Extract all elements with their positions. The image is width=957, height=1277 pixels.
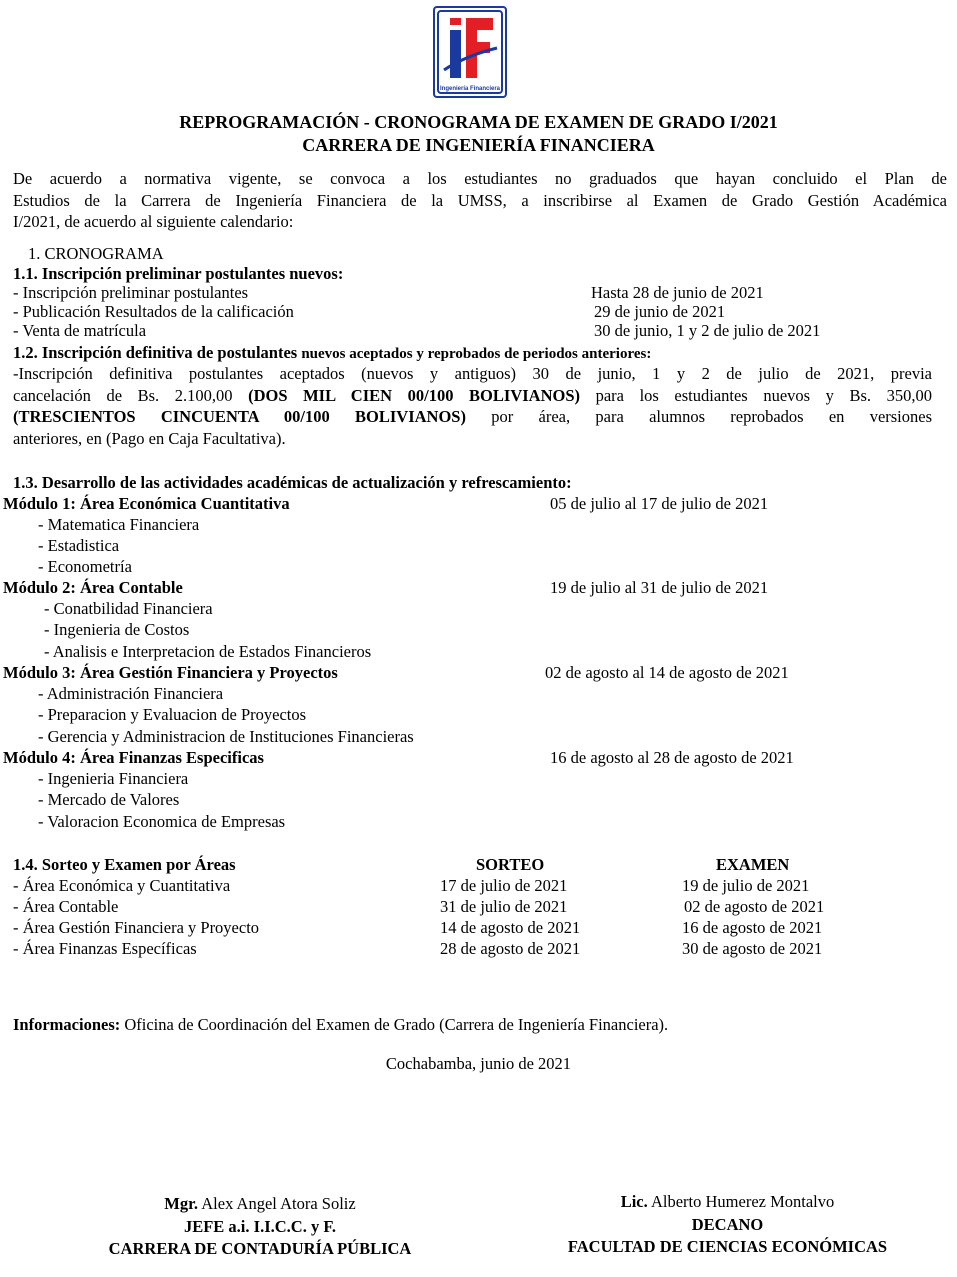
- signatory-role: DECANO: [691, 1214, 764, 1234]
- schedule-row-label: - Publicación Resultados de la calificación: [13, 302, 294, 321]
- module-item: - Econometría: [38, 557, 132, 576]
- logo-mark-icon: [435, 8, 505, 96]
- intro-line: De acuerdo a normativa vigente, se convoca a los estudiantes no graduados que hayan concluido el Plan de: [13, 169, 947, 188]
- section-heading-cronograma: 1. CRONOGRAMA: [28, 244, 164, 263]
- section-heading-1-2-sub: nuevos aceptados y reprobados de periodos anteriores:: [301, 346, 652, 362]
- paragraph-line: [13, 385, 932, 407]
- intro-line: I/2021, de acuerdo al siguiente calendario:: [13, 212, 294, 231]
- module-title: Módulo 3: Área Gestión Financiera y Proyectos: [3, 663, 338, 682]
- text-run: para los estudiantes nuevos y Bs. 350,00: [595, 385, 933, 405]
- ingenieria-financiera-logo: [433, 6, 507, 98]
- module-dates: 02 de agosto al 14 de agosto de 2021: [545, 663, 789, 682]
- sorteo-date: 14 de agosto de 2021: [440, 918, 581, 937]
- module-item: - Conatbilidad Financiera: [44, 599, 213, 618]
- document-title-line1: REPROGRAMACIÓN - CRONOGRAMA DE EXAMEN DE GRADO I/2021: [179, 112, 778, 132]
- area-name: - Área Económica y Cuantitativa: [13, 876, 231, 895]
- schedule-row-date: Hasta 28 de junio de 2021: [591, 283, 764, 302]
- inscripcion-definitiva-paragraph: [13, 363, 932, 449]
- module-item: - Analisis e Interpretacion de Estados Financieros: [44, 642, 372, 661]
- sorteo-date: 31 de julio de 2021: [440, 897, 568, 916]
- examen-date: 30 de agosto de 2021: [682, 939, 823, 958]
- schedule-row-date: 30 de junio, 1 y 2 de julio de 2021: [594, 321, 821, 340]
- section-heading-1-2: [13, 343, 651, 363]
- text-run: por área, para alumnos reprobados en versiones: [491, 407, 933, 426]
- signatory-name: [515, 1191, 940, 1214]
- section-heading-1-4: 1.4. Sorteo y Examen por Áreas: [13, 855, 236, 874]
- schedule-row-label: - Inscripción preliminar postulantes: [13, 283, 249, 302]
- column-header-examen: EXAMEN: [716, 855, 790, 874]
- signatory-unit: FACULTAD DE CIENCIAS ECONÓMICAS: [567, 1237, 888, 1256]
- schedule-row-label: - Venta de matrícula: [13, 321, 147, 340]
- text-run: cancelación de Bs. 2.100,00: [13, 385, 233, 405]
- module-item: - Matematica Financiera: [38, 515, 200, 534]
- module-dates: 16 de agosto al 28 de agosto de 2021: [550, 748, 794, 767]
- place-date: Cochabamba, junio de 2021: [385, 1054, 572, 1073]
- document-title-line2: CARRERA DE INGENIERÍA FINANCIERA: [302, 135, 655, 155]
- logo-caption: Ingeniería Financiera: [439, 86, 501, 92]
- section-heading-1-2-main: 1.2. Inscripción definitiva de postulantes: [13, 343, 298, 362]
- intro-line: Estudios de la Carrera de Ingeniería Financiera de la UMSS, a inscribirse al Examen de Grado Gestión Académica: [13, 190, 947, 210]
- column-header-sorteo: SORTEO: [476, 855, 545, 874]
- module-item: - Preparacion y Evaluacion de Proyectos: [38, 705, 307, 724]
- signatory-unit: CARRERA DE CONTADURÍA PÚBLICA: [108, 1239, 412, 1258]
- examen-date: 16 de agosto de 2021: [682, 918, 823, 937]
- title-abbrev: Lic.: [620, 1192, 648, 1211]
- signatory-name: [50, 1193, 470, 1216]
- informaciones-text: Oficina de Coordinación del Examen de Grado (Carrera de Ingeniería Financiera).: [124, 1015, 669, 1034]
- sorteo-date: 17 de julio de 2021: [440, 876, 568, 895]
- paragraph-line: anteriores, en (Pago en Caja Facultativa).: [13, 428, 286, 448]
- section-heading-1-1: 1.1. Inscripción preliminar postulantes nuevos:: [13, 264, 344, 283]
- title-abbrev: Mgr.: [164, 1194, 199, 1213]
- module-dates: 19 de julio al 31 de julio de 2021: [550, 578, 769, 597]
- area-name: - Área Contable: [13, 897, 119, 916]
- examen-date: 19 de julio de 2021: [682, 876, 810, 895]
- module-item: - Valoracion Economica de Empresas: [38, 812, 286, 831]
- module-item: - Administración Financiera: [38, 684, 224, 703]
- schedule-row-date: 29 de junio de 2021: [594, 302, 726, 321]
- name-text: Alberto Humerez Montalvo: [650, 1192, 835, 1211]
- paragraph-line: -Inscripción definitiva postulantes aceptados (nuevos y antiguos) 30 de junio, 1 y 2 de julio de 2021, previa: [13, 364, 932, 383]
- module-item: - Ingenieria Financiera: [38, 769, 189, 788]
- intro-paragraph: [13, 168, 947, 233]
- paragraph-line: [13, 406, 932, 428]
- module-item: - Gerencia y Administracion de Instituciones Financieras: [38, 727, 414, 746]
- module-item: - Estadistica: [38, 536, 120, 555]
- name-text: Alex Angel Atora Soliz: [201, 1194, 356, 1213]
- area-name: - Área Gestión Financiera y Proyecto: [13, 918, 260, 937]
- amount-text: (DOS MIL CIEN 00/100 BOLIVIANOS): [248, 385, 580, 405]
- module-title: Módulo 2: Área Contable: [3, 578, 183, 597]
- module-item: - Ingenieria de Costos: [44, 620, 190, 639]
- signatory-role: JEFE a.i. I.I.C.C. y F.: [183, 1216, 337, 1236]
- area-name: - Área Finanzas Específicas: [13, 939, 197, 958]
- sorteo-date: 28 de agosto de 2021: [440, 939, 581, 958]
- signature-block-right: [515, 1191, 940, 1259]
- signature-block-left: [50, 1193, 470, 1261]
- module-title: Módulo 1: Área Económica Cuantitativa: [3, 494, 290, 513]
- module-item: - Mercado de Valores: [38, 790, 180, 809]
- section-heading-1-3: 1.3. Desarrollo de las actividades académicas de actualización y refrescamiento:: [13, 473, 572, 492]
- amount-text: (TRESCIENTOS CINCUENTA 00/100 BOLIVIANOS): [13, 407, 466, 426]
- module-title: Módulo 4: Área Finanzas Especificas: [3, 748, 264, 767]
- module-dates: 05 de julio al 17 de julio de 2021: [550, 494, 769, 513]
- examen-date: 02 de agosto de 2021: [684, 897, 825, 916]
- informaciones-line: [13, 1015, 668, 1035]
- informaciones-label: Informaciones:: [13, 1015, 121, 1034]
